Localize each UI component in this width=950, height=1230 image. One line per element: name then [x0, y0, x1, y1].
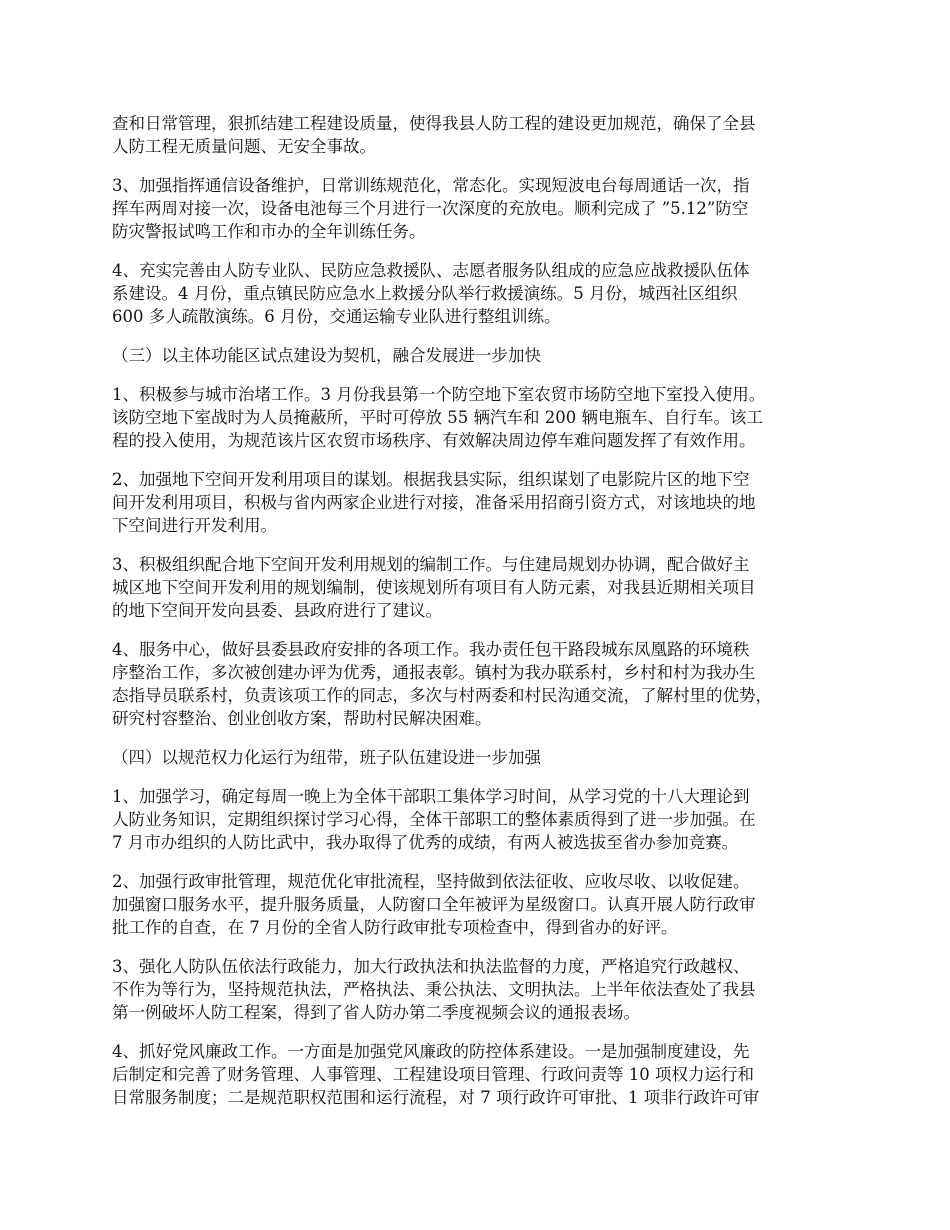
body-paragraph: 1、积极参与城市治堵工作。3 月份我县第一个防空地下室农贸市场防空地下室投入使用。 该防空地下室战时为人员掩蔽所，平时可停放 55 辆汽车和 200 辆电瓶车、自行车。该工 程的投入使用，为规范该片区农贸市场秩序、有效解决周边停车难问题发挥了有效作用。 [112, 385, 766, 450]
section-heading: （四）以规范权力化运行为纽带，班子队伍建设进一步加强 [112, 748, 541, 767]
body-paragraph: 查和日常管理，狠抓结建工程建设质量，使得我县人防工程的建设更加规范，确保了全县 人防工程无质量问题、无安全事故。 [112, 114, 756, 156]
body-paragraph: 1、加强学习，确定每周一晚上为全体干部职工集体学习时间，从学习党的十八大理论到 人防业务知识，定期组织探讨学习心得，全体干部职工的整体素质得到了进一步加强。在 7 月市办组织的人防比武中，我办取得了优秀的成绩，有两人被选拔至省办参加竞赛。 [112, 787, 756, 852]
body-paragraph: 3、强化人防队伍依法行政能力，加大行政执法和执法监督的力度，严格追究行政越权、 不作为等行为，坚持规范执法，严格执法、秉公执法、文明执法。上半年依法查处了我县 第一例破坏人防工程案，得到了省人防办第二季度视频会议的通报表场。 [112, 957, 756, 1022]
section-heading: （三）以主体功能区试点建设为契机，融合发展进一步加快 [112, 346, 541, 365]
body-paragraph: 4、服务中心，做好县委县政府安排的各项工作。我办责任包干路段城东凤凰路的环境秩 序整治工作，多次被创建办评为优秀，通报表彰。镇村为我办联系村，乡村和村为我办生 态指导员联系村，负责该项工作的同志，多次与村两委和村民沟通交流，了解村里的优势， 研究村容整治、创业创收方案，帮助村民解决困难。 [112, 640, 772, 728]
body-paragraph: 2、加强行政审批管理，规范优化审批流程，坚持做到依法征收、应收尽收、以收促建。 加强窗口服务水平，提升服务质量，人防窗口全年被评为星级窗口。认真开展人防行政审 批工作的自查，在 7 月份的全省人防行政审批专项检查中，得到省办的好评。 [112, 872, 756, 937]
body-paragraph: 4、充实完善由人防专业队、民防应急救援队、志愿者服务队组成的应急应战救援队伍体 系建设。4 月份，重点镇民防应急水上救援分队举行救援演练。5 月份，城西社区组织 600 多人疏散演练。6 月份，交通运输专业队进行整组训练。 [112, 261, 750, 326]
body-paragraph: 3、加强指挥通信设备维护，日常训练规范化，常态化。实现短波电台每周通话一次，指 挥车两周对接一次，设备电池每三个月进行一次深度的充放电。顺利完成了 ”5.12”防空 防灾警报试鸣工作和市办的全年训练任务。 [112, 176, 750, 241]
document-page [112, 112, 847, 1125]
body-paragraph: 3、积极组织配合地下空间开发利用规划的编制工作。与住建局规划办协调，配合做好主 城区地下空间开发利用的规划编制，使该规划所有项目有人防元素，对我县近期相关项目 的地下空间开发向县委、县政府进行了建议。 [112, 555, 756, 620]
body-paragraph: 2、加强地下空间开发利用项目的谋划。根据我县实际，组织谋划了电影院片区的地下空 间开发利用项目，积极与省内两家企业进行对接，准备采用招商引资方式，对该地块的地 下空间进行开发利用。 [112, 470, 756, 535]
body-paragraph: 4、抓好党风廉政工作。一方面是加强党风廉政的防控体系建设。一是加强制度建设，先 后制定和完善了财务管理、人事管理、工程建设项目管理、行政问责等 10 项权力运行和 日常服务制度；二是规范职权范围和运行流程，对 7 项行政许可审批、1 项非行政许可审 [112, 1042, 760, 1107]
